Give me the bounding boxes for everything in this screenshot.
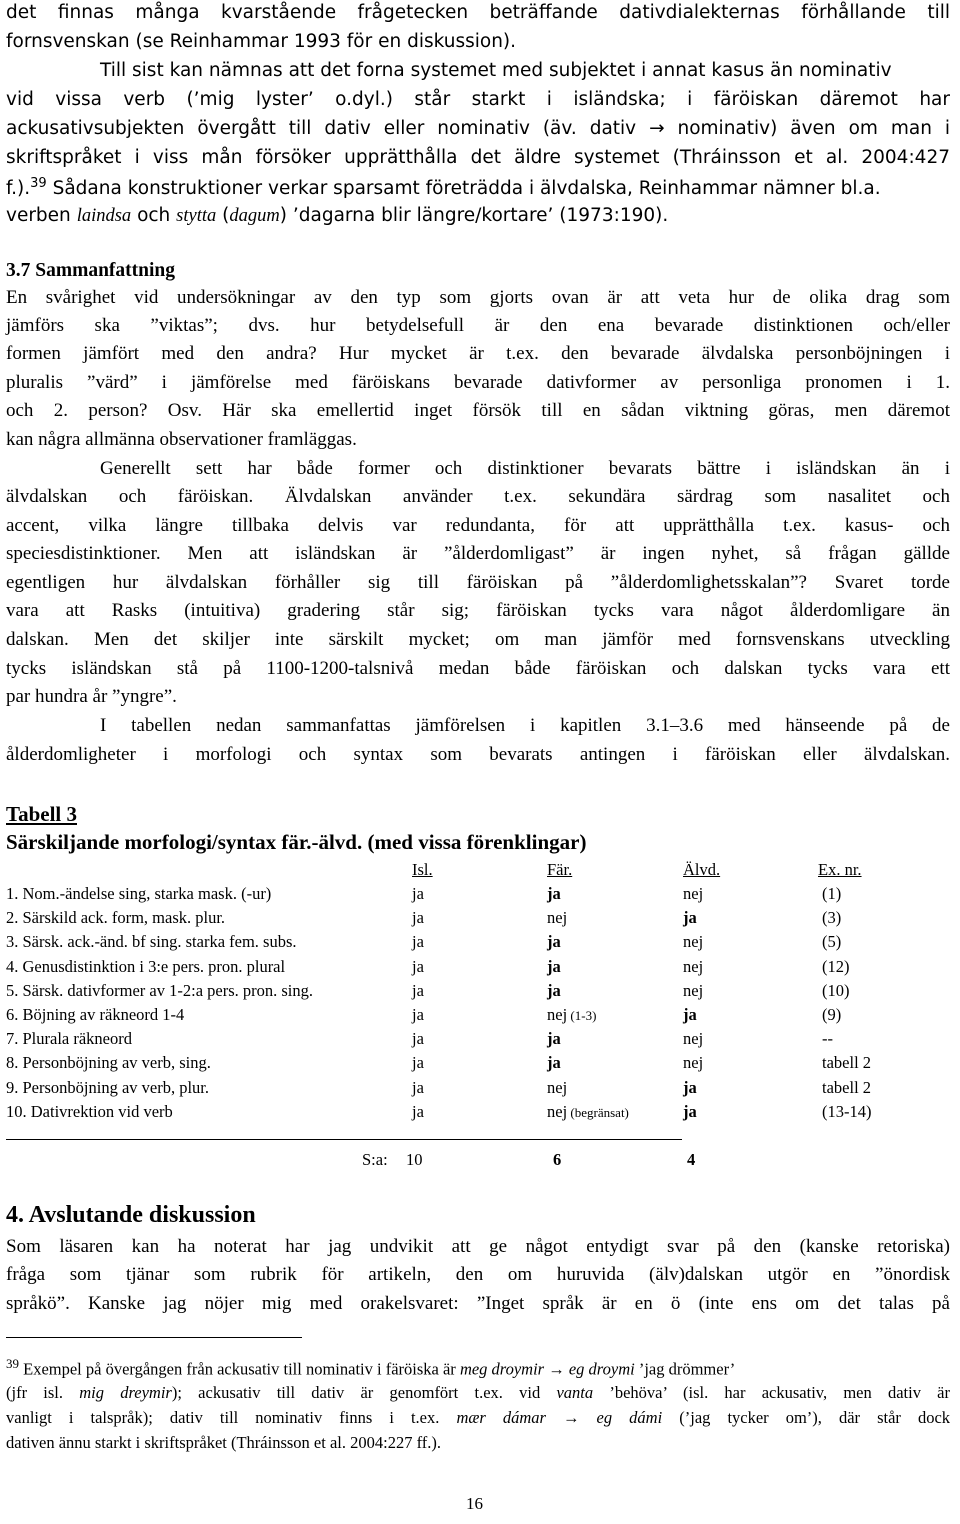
page-number: 16 bbox=[466, 1494, 483, 1513]
text-line: En svårighet vid undersökningar av den typ som gjorts ovan är att veta hur de olika drag som bbox=[6, 287, 950, 308]
text-line: egentligen hur älvdalskan förhåller sig till färöiskan på ”ålderdomlighetsskalan”? Svaret torde bbox=[6, 572, 950, 593]
table-cell-feature: 7. Plurala räkneord bbox=[6, 1029, 132, 1048]
table-title: Särskiljande morfologi/syntax fär.-älvd. (med vissa förenklingar) bbox=[6, 830, 587, 854]
text-line: fornsvenskan (se Reinhammar 1993 för en diskussion). bbox=[6, 31, 517, 52]
text-line: vara att Rasks (intuitiva) gradering står sig; färöiskan tycks vara något ålderdomligare än bbox=[6, 600, 950, 621]
table-cell-isl: ja bbox=[412, 1078, 424, 1097]
arrow-icon: → bbox=[548, 1359, 565, 1379]
italic-word: eg droymi bbox=[568, 1359, 635, 1379]
table-cell-far: ja bbox=[547, 932, 561, 951]
table-cell-feature: 8. Personböjning av verb, sing. bbox=[6, 1053, 211, 1072]
table-cell-far: nej (1-3) bbox=[547, 1005, 597, 1024]
table-cell-ex: (13-14) bbox=[822, 1102, 872, 1121]
table-cell-alvd: nej bbox=[683, 1053, 704, 1072]
table-cell-ex: tabell 2 bbox=[822, 1053, 872, 1072]
column-header-isl: Isl. bbox=[412, 860, 433, 879]
italic-word: meg droymir bbox=[459, 1359, 545, 1379]
column-header-far: Fär. bbox=[547, 860, 573, 879]
text-line: accent, vilka längre tillbaka delvis var redundanta, för att upprätthålla t.ex. kasus- och bbox=[6, 515, 950, 536]
text-line: speciesdistinktioner. Men att isländskan är ”ålderdomligast” är ingen nyhet, så frågan gällde bbox=[6, 543, 950, 564]
text-line: par hundra år ”yngre”. bbox=[6, 686, 177, 707]
table-cell-ex: tabell 2 bbox=[822, 1078, 872, 1097]
table-cell-far-note: (1-3) bbox=[567, 1008, 597, 1023]
text-line: jämförs ska ”viktas”; dvs. hur betydelsefull är den ena bevarade distinktionen och/eller bbox=[6, 315, 950, 336]
text-line: älvdalskan och färöiskan. Älvdalskan använder t.ex. sekundära särdrag som nasalitet och bbox=[6, 486, 950, 507]
table-cell-ex: (1) bbox=[822, 884, 842, 903]
text-line: Som läsaren kan ha noterat har jag undvikit att ge något entydigt svar på den (kanske retoriska) bbox=[6, 1236, 950, 1257]
text-fragment: (’jag tycker om’), där står dock bbox=[679, 1408, 951, 1427]
table-cell-feature: 6. Böjning av räkneord 1-4 bbox=[6, 1005, 185, 1024]
text-line: Generellt sett har både former och distinktioner bevarats bättre i isländskan än i bbox=[100, 458, 950, 479]
table-cell-isl: ja bbox=[412, 932, 424, 951]
table-cell-feature: 5. Särsk. dativformer av 1-2:a pers. pron. sing. bbox=[6, 981, 314, 1000]
table-cell-isl: ja bbox=[412, 908, 424, 927]
text-fragment: Sådana konstruktioner verkar sparsamt företrädda i älvdalska, Reinhammar nämner bl.a. bbox=[52, 178, 881, 200]
table-cell-far: ja bbox=[547, 884, 561, 903]
table-cell-far: ja bbox=[547, 957, 561, 976]
table-cell-ex: (3) bbox=[822, 908, 842, 927]
italic-word: vanta bbox=[556, 1383, 594, 1402]
table-cell-ex: (12) bbox=[822, 957, 850, 976]
table-cell-alvd: nej bbox=[683, 957, 704, 976]
table-cell-isl: ja bbox=[412, 884, 424, 903]
footnote-line bbox=[6, 1383, 950, 1403]
text-line: det finnas många kvarstående frågetecken beträffande dativdialekternas förhållande till bbox=[6, 2, 950, 23]
italic-word: stytta bbox=[176, 206, 217, 226]
table-cell-alvd: nej bbox=[683, 932, 704, 951]
table-cell-alvd: ja bbox=[683, 908, 697, 927]
table-cell-alvd: nej bbox=[683, 981, 704, 1000]
text-fragment: ’jag drömmer’ bbox=[638, 1359, 736, 1379]
footnote-line: dativen ännu starkt i skriftspråket (Thráinsson et al. 2004:227 ff.). bbox=[6, 1433, 442, 1452]
table-cell-far: ja bbox=[547, 1029, 561, 1048]
text-line: tycks isländskan stå på 1100-1200-talsnivå medan både färöiskan och dalskan tycks vara ett bbox=[6, 658, 950, 679]
text-line: pluralis ”värd” i jämförelse med färöiskans bevarade dativformer av personliga pronomen i 1. bbox=[6, 372, 950, 393]
column-header-ex: Ex. nr. bbox=[818, 860, 862, 879]
text-fragment: vanligt i talspråk); dativ till nominativ finns i t.ex. bbox=[6, 1408, 440, 1427]
table-cell-far: nej bbox=[547, 908, 568, 927]
text-line: verben laindsa och stytta (dagum) ’dagarna blir längre/kortare’ (1973:190). bbox=[6, 205, 669, 226]
table-cell-feature: 10. Dativrektion vid verb bbox=[6, 1102, 173, 1121]
text-fragment: ’behöva’ (isl. har ackusativ, men dativ är bbox=[609, 1383, 950, 1402]
footnote-ref[interactable]: 39 bbox=[30, 176, 47, 191]
table-cell-alvd: ja bbox=[683, 1078, 697, 1097]
text-fragment: verben bbox=[6, 205, 71, 226]
table-cell-far-note: (begränsat) bbox=[567, 1105, 629, 1120]
table-cell-far: nej bbox=[547, 1078, 568, 1097]
table-label: Tabell 3 bbox=[6, 802, 77, 826]
column-header-alvd: Älvd. bbox=[683, 860, 721, 879]
table-cell-feature: 9. Personböjning av verb, plur. bbox=[6, 1078, 210, 1097]
table-cell-isl: ja bbox=[412, 957, 424, 976]
arrow-icon: → bbox=[562, 1408, 580, 1427]
text-line: Till sist kan nämnas att det forna systemet med subjektet i annat kasus än nominativ bbox=[100, 60, 892, 81]
text-line: och 2. person? Osv. Här ska emellertid inget försök till en sådan viktning göras, men däremot bbox=[6, 400, 950, 421]
table-cell-alvd: ja bbox=[683, 1102, 697, 1121]
text-line: skriftspråket i viss mån försöker upprätthålla det äldre systemet (Thráinsson et al. 2004:427 bbox=[6, 147, 950, 168]
text-fragment: ); ackusativ till dativ är genomfört t.ex. vid bbox=[171, 1383, 541, 1402]
sum-label: S:a: bbox=[362, 1150, 388, 1169]
table-cell-feature: 4. Genusdistinktion i 3:e pers. pron. plural bbox=[6, 957, 286, 976]
table-cell-ex: (9) bbox=[822, 1005, 842, 1024]
table-cell-isl: ja bbox=[412, 981, 424, 1000]
table-cell-ex: -- bbox=[822, 1029, 833, 1048]
table-cell-far: ja bbox=[547, 1053, 561, 1072]
table-cell-ex: (5) bbox=[822, 932, 842, 951]
text-line: ackusativsubjekten övergått till dativ eller nominativ (äv. dativ → nominativ) även om man i bbox=[6, 118, 950, 139]
italic-word: eg dámi bbox=[596, 1408, 663, 1427]
section-heading: 3.7 Sammanfattning bbox=[6, 260, 176, 281]
footnote-separator bbox=[6, 1337, 302, 1338]
text-line: kan några allmänna observationer framläggas. bbox=[6, 429, 357, 450]
table-cell-isl: ja bbox=[412, 1029, 424, 1048]
table-cell-isl: ja bbox=[412, 1053, 424, 1072]
table-cell-ex: (10) bbox=[822, 981, 850, 1000]
italic-word: dagum bbox=[229, 206, 280, 226]
table-cell-alvd: nej bbox=[683, 884, 704, 903]
table-cell-isl: ja bbox=[412, 1005, 424, 1024]
table-cell-alvd: ja bbox=[683, 1005, 697, 1024]
text-line: I tabellen nedan sammanfattas jämförelsen i kapitlen 3.1–3.6 med hänseende på de bbox=[100, 715, 950, 736]
table-cell-alvd: nej bbox=[683, 1029, 704, 1048]
text-line: vid vissa verb (’mig lyster’ o.dyl.) står starkt i isländska; i färöiskan däremot har bbox=[6, 89, 950, 110]
text-line: språkö”. Kanske jag nöjer mig med orakelsvaret: ”Inget språk är en ö (inte ens om det talas på bbox=[6, 1293, 950, 1314]
text-line: fråga som tjänar som rubrik för artikeln, den om huruvida (älv)dalskan utgör en ”önordisk bbox=[6, 1264, 950, 1285]
footnote-line bbox=[6, 1356, 950, 1380]
italic-word: mig dreymir bbox=[79, 1383, 172, 1402]
text-fragment: f.). bbox=[6, 178, 31, 200]
text-fragment: och bbox=[137, 205, 171, 226]
sum-alvd: 4 bbox=[687, 1150, 696, 1169]
text-line: ålderdomligheter i morfologi och syntax som bevarats antingen i färöiskan eller älvdalskan. bbox=[6, 744, 950, 765]
table-cell-feature: 3. Särsk. ack.-änd. bf sing. starka fem. subs. bbox=[6, 932, 297, 951]
text-line: formen jämfört med den andra? Hur mycket är t.ex. den bevarade älvdalska personböjningen i bbox=[6, 343, 950, 364]
text-fragment: ’dagarna blir längre/kortare’ (1973:190). bbox=[292, 205, 669, 226]
table-cell-far: nej (begränsat) bbox=[547, 1102, 629, 1121]
footnote-number: 39 bbox=[6, 1356, 19, 1371]
text-fragment: (jfr isl. bbox=[6, 1383, 64, 1402]
table-cell-feature: 2. Särskild ack. form, mask. plur. bbox=[6, 908, 226, 927]
text-line bbox=[6, 176, 950, 199]
section-heading: 4. Avslutande diskussion bbox=[6, 1202, 256, 1228]
text-line: dalskan. Men det skiljer inte särskilt mycket; om man jämför med fornsvenskans utveckling bbox=[6, 629, 950, 650]
sum-isl: 10 bbox=[406, 1150, 423, 1169]
italic-word: laindsa bbox=[76, 206, 132, 226]
italic-word: mær dámar bbox=[456, 1408, 546, 1427]
sum-far: 6 bbox=[553, 1150, 562, 1169]
text-fragment: Exempel på övergången från ackusativ till nominativ i färöiska är bbox=[23, 1359, 456, 1379]
table-cell-feature: 1. Nom.-ändelse sing, starka mask. (-ur) bbox=[6, 884, 272, 903]
table-cell-isl: ja bbox=[412, 1102, 424, 1121]
table-cell-far: ja bbox=[547, 981, 561, 1000]
table-rule bbox=[6, 1139, 682, 1140]
footnote-line bbox=[6, 1408, 950, 1428]
